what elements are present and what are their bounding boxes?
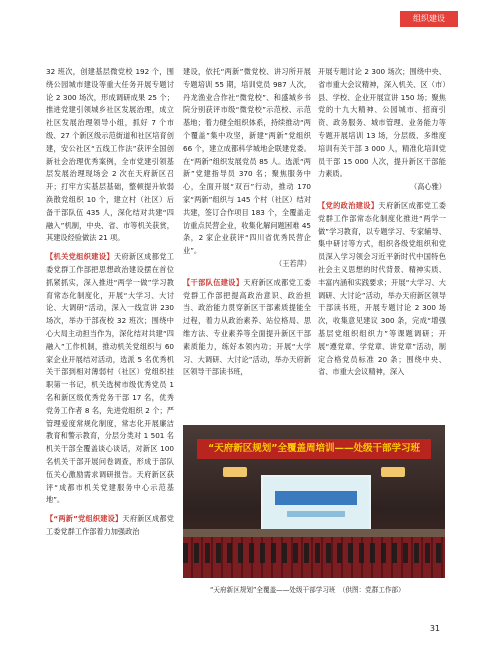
screen-slide-title <box>275 491 357 505</box>
section-heading: 【机关党组织建设】 <box>46 252 114 262</box>
section-paragraph <box>46 251 174 507</box>
author-signature: （王若萍） <box>275 258 311 268</box>
stage <box>183 529 445 537</box>
text-column-3 <box>318 66 446 379</box>
photo-caption: “天府新区规划”全覆盖——处级干部学习班 （供图：党群工作部） <box>210 586 405 594</box>
text-column-1 <box>46 66 174 539</box>
paragraph: 32 班次，创建基层微党校 192 个，围绕公园城市建设等重大任务开展专题讨论 2 300 场次，形成调研成果 25 个；推进党建引领城乡社区发展治理，成立社区发展治理领导小组，抓好 7 个市级、27 个新区级示范街道和社区培育创建，安公社区“五线工作法”获评全国创新社会治理优秀案例，全市党建引领基层发展治理现场会 2 次在天府新区召开；打牢方实基层基础，整顿提升软弱涣散党组织 10 个，建立村（社区）后备干部队伍 435 人，深化结对共建“四融入”机制，中央、省、市等机关获赏，其建设经验做法 21 项。 <box>46 67 174 243</box>
page-number: 31 <box>429 624 440 633</box>
paragraph: 开展专题讨论 2 300 场次；围绕中央、省市重大会议精神，深入机关、区（市）县、学校、企业开展宣讲 150 场；聚焦党的十九大精神、公园城市、招商引资、政务服务、城市管理、业务能力等专题开展培训 13 场，分层级、多维度培训有关干部 3 000 人，精准化培训党员干部 15 000 人次，提升新区干部能力素质。 <box>318 67 446 179</box>
projection-screen <box>261 475 371 535</box>
section-heading: 【干部队伍建设】 <box>183 277 244 287</box>
section-paragraph <box>46 513 174 539</box>
section-tag: 组织建设 <box>400 11 458 27</box>
stage-lamp <box>381 467 405 477</box>
screen-slide-subtitle <box>287 511 345 517</box>
section-heading: 【党的政治建设】 <box>318 200 379 210</box>
photo-banner: “天府新区规划”全覆盖周培训——处级干部学习班 <box>197 439 431 459</box>
stage-lamp <box>223 467 247 477</box>
paragraph: 建设，依托“两新”微党校、讲习所开展专题培训 55 期，培训党员 987 人次，丹龙渔业合作社“微党校”、和盛城乡书院分别获评市级“微党校”示范校、示范基地；着力健全组织体系，持续推动“两个覆盖”集中攻坚，新建“两新”党组织 66 个，建立成都科学城地企联建党委。在“两新”组织发展党员 85 人。选派“两新”党建指导员 370 名；聚焦服务中心，全面开展“双百”行动，推动 170 家“两新”组织与 145 个村（社区）结对共建，签订合作项目 183 个，全覆盖走访重点民营企业，收集化解问题困难 45 条，2 家企业获评“四川省优秀民营企业”。 <box>183 67 311 256</box>
author-signature: （高心雅） <box>410 182 446 192</box>
paragraph-text: 天府新区成都党工委党群工作部常态化制度化推进“两学一做”学习教育，以专题学习、专家辅导、集中研讨等方式，组织各级党组织和党员深入学习领会习近平新时代中国特色社会主义思想的时代背景、精神实质、丰富内涵和实践要求；开展“大学习、大调研、大讨论”活动，举办天府新区领导干部读书班，开展专题讨论 2 300 场次，收集意见建议 300 条，完成“增强基层党组织组织力”等课题调研；开展“遵党章、学党章、讲党章”活动，制定合格党员标准 20 条；围绕中央、省、市重大会议精神，深入 <box>318 200 446 377</box>
paragraph-text: 天府新区成都党工委党群工作部把思想政治建设摆在首位抓紧抓实，深入推进“两学一做”学习教育常态化制度化，开展“大学习、大讨论、大调研”活动，深入一线宣讲 230 场次，举办干部夜校 32 班次；围绕中心大局主动担当作为，深化结对共建“四融入”工作机制，推动机关党组织与 60 家企业开展结对活动，选派 5 名优秀机关干部到相对薄弱村（社区）党组织挂职第一书记，机关选树市级优秀党员 1 名和新区级优秀党务干部 17 名，优秀党务工作者 8 名，先进党组织 2 个；严管理爱度常规化制度，常志化开展廉洁教育和警示教育，分层分类对 1 501 名机关干部全覆盖谈心谈话，对新区 100 名机关干部开展问卷调查，形成于部队伍关心激励需求调研报告。天府新区获评“成都市机关党建服务中心示范基地”。 <box>46 252 174 505</box>
paragraph-text: 天府新区成都党工委党群工作部着力加强政治 <box>46 514 174 536</box>
training-photo <box>183 425 445 578</box>
paragraph-text: 天府新区成都党工委党群工作部把提高政治意识、政治担当、政治能力贯穿新区干部素质提能全过程，着力从政治素养、站位格局、思维方法、专业素养等全面提升新区干部素质能力，练好本领内功；开展“大学习、大调研、大讨论”活动，举办天府新区领导干部读书班， <box>183 277 311 377</box>
section-paragraph <box>183 277 311 379</box>
section-paragraph <box>318 200 446 379</box>
text-column-2 <box>183 66 311 379</box>
section-heading: 【“两新”党组织建设】 <box>46 514 123 524</box>
audience <box>183 543 445 563</box>
